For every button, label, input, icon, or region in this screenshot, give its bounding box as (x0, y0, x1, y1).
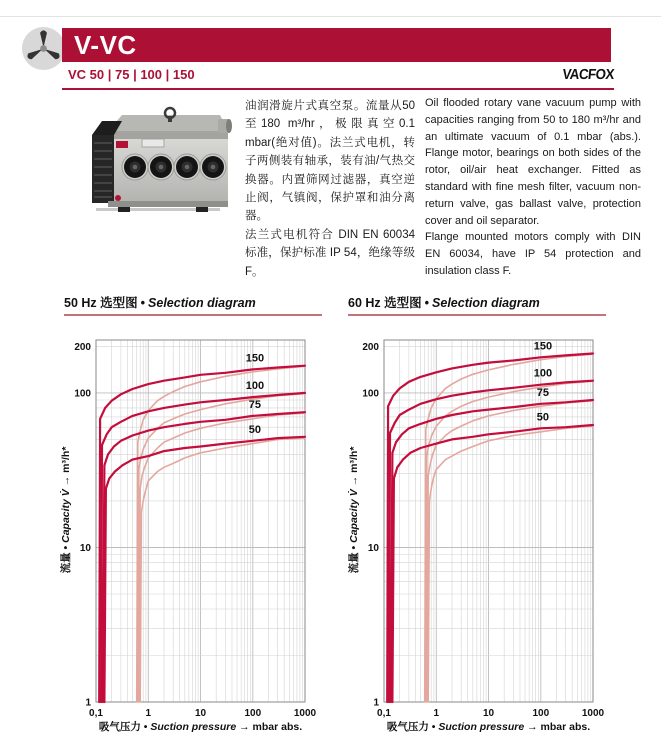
model-range: VC 50 | 75 | 100 | 150 (68, 67, 195, 82)
svg-text:100: 100 (532, 708, 550, 719)
svg-text:吸气压力 • Suction pressure → mbar: 吸气压力 • Suction pressure → mbar abs. (386, 721, 591, 733)
selection-diagram-50hz (60, 330, 350, 736)
svg-text:0,1: 0,1 (89, 708, 103, 719)
svg-text:100: 100 (74, 388, 91, 400)
description-en-paragraph-1: Oil flooded rotary vane vacuum pump with capacities ranging from 50 to 180 m³/hr and an ultimate vacuum of 0.1 mbar (abs.). Flange motor, bearings on both sides of the rotor, oil/air heat exchanger. Fitted as standard with fine mesh filter, vacuum non-return valve, gas ballast valve, protection cover and oil separator. (425, 97, 641, 227)
title-banner (62, 28, 611, 62)
svg-text:50: 50 (536, 411, 550, 424)
svg-text:150: 150 (533, 340, 553, 353)
description-zh-paragraph-1: 油润滑旋片式真空泵。流量从50至180 m³/hr，极限真空0.1 mbar(绝对值)。法兰式电机，转子两侧装有轴承，装有油/气热交换器。内置筛网过滤器，真空逆止阀，气镇阀，保护罩和油分离器。 (245, 100, 415, 223)
bullet: • (424, 296, 430, 310)
svg-text:1: 1 (145, 708, 152, 719)
description-chinese (245, 97, 415, 281)
svg-text:10: 10 (482, 708, 495, 719)
svg-text:100: 100 (533, 367, 553, 380)
brand-wordmark: VACFOX (561, 66, 615, 83)
page-top-divider (0, 16, 661, 17)
chart-title-60hz-zh: 60 Hz 选型图 (348, 296, 422, 310)
nameplate (142, 139, 164, 147)
svg-text:1: 1 (373, 697, 379, 709)
svg-text:75: 75 (536, 386, 550, 399)
svg-text:1: 1 (85, 697, 91, 709)
red-switch (116, 141, 128, 148)
svg-text:10: 10 (194, 708, 207, 719)
red-divider (62, 88, 614, 90)
description-en-paragraph-2: Flange mounted motors comply with DIN EN 60034, have IP 54 protection and insulation class F. (425, 231, 641, 277)
svg-text:100: 100 (245, 380, 265, 393)
svg-text:75: 75 (248, 398, 262, 411)
svg-text:10: 10 (79, 543, 91, 554)
bullet: • (140, 296, 146, 310)
svg-text:吸气压力 • Suction pressure → mbar: 吸气压力 • Suction pressure → mbar abs. (98, 721, 303, 733)
svg-text:流量 • Capacity V̇ → m³/h*: 流量 • Capacity V̇ → m³/h* (348, 446, 360, 574)
chart-title-50hz-en: Selection diagram (148, 296, 256, 310)
svg-text:200: 200 (74, 341, 91, 353)
subtitle-row (62, 63, 614, 86)
svg-text:1000: 1000 (293, 708, 317, 719)
chart-title-60hz-en: Selection diagram (432, 296, 540, 310)
svg-text:100: 100 (362, 388, 379, 400)
chart-title-50hz (64, 293, 322, 316)
svg-text:0,1: 0,1 (377, 708, 391, 719)
page-title: V-VC (74, 29, 137, 60)
svg-text:100: 100 (244, 708, 262, 719)
description-zh-paragraph-2: 法兰式电机符合 DIN EN 60034 标准，保护标准 IP 54，绝缘等级 F。 (245, 228, 415, 278)
svg-text:200: 200 (362, 341, 379, 353)
fan-rotor-icon (20, 25, 67, 72)
chart-title-50hz-zh: 50 Hz 选型图 (64, 296, 138, 310)
svg-text:50: 50 (248, 423, 262, 436)
description-english (425, 95, 641, 280)
selection-diagram-60hz (348, 330, 638, 736)
chart-title-60hz (348, 293, 606, 316)
svg-text:150: 150 (245, 352, 265, 365)
svg-text:1000: 1000 (581, 708, 605, 719)
pump-motor-end (92, 135, 114, 203)
product-photo (78, 101, 232, 225)
svg-text:10: 10 (367, 543, 379, 554)
svg-text:1: 1 (433, 708, 440, 719)
svg-text:流量 • Capacity V̇ → m³/h*: 流量 • Capacity V̇ → m³/h* (60, 446, 72, 574)
